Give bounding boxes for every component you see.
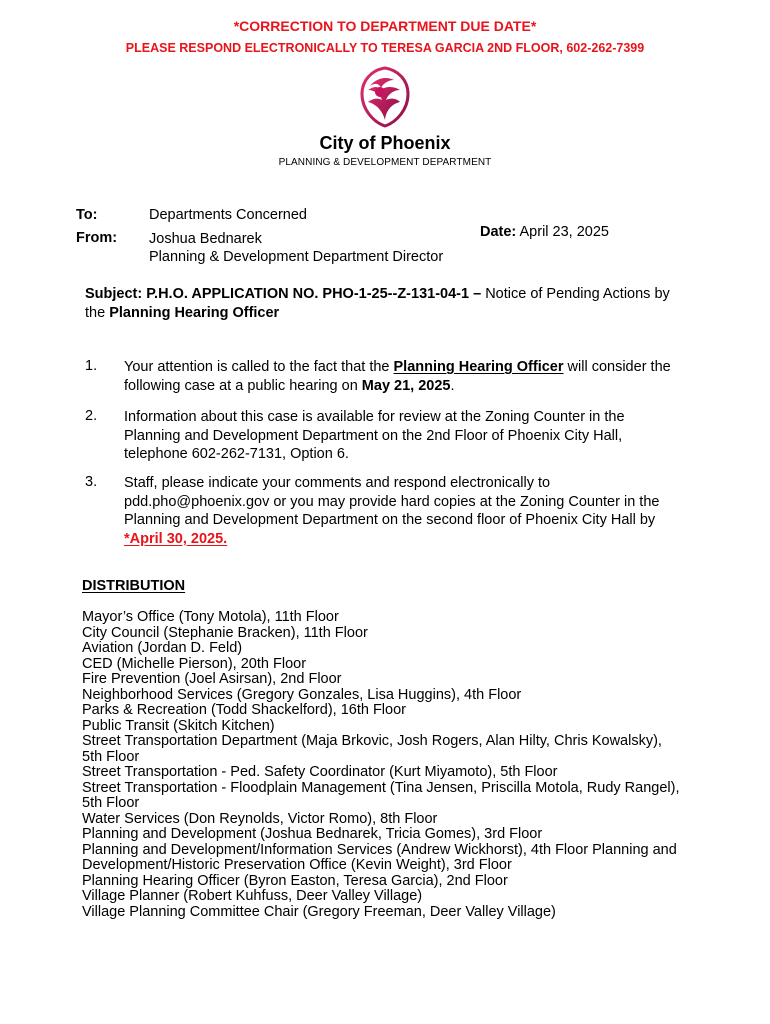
item-2-number: 2. — [85, 408, 98, 424]
city-name: City of Phoenix — [319, 133, 451, 153]
item-3-line3: Planning and Development Department on the second floor of Phoenix City Hall by — [124, 512, 656, 528]
list-item: Public Transit (Skitch Kitchen) — [82, 717, 275, 734]
list-item: Fire Prevention (Joel Asirsan), 2nd Floor — [82, 671, 342, 687]
subject-description: Notice of Pending Actions by — [485, 286, 670, 302]
date-value: April 23, 2025 — [519, 224, 609, 240]
list-item: Parks & Recreation (Todd Shackelford), 16th Floor — [82, 702, 406, 718]
respond-instructions: PLEASE RESPOND ELECTRONICALLY TO TERESA GARCIA 2ND FLOOR, 602-262-7399 — [125, 41, 645, 55]
item-2-line3: telephone 602-262-7131, Option 6. — [124, 446, 349, 462]
list-item: 5th Floor — [82, 748, 140, 765]
list-item: Mayor’s Office (Tony Motola), 11th Floor — [82, 609, 339, 625]
to-value: Departments Concerned — [149, 207, 307, 223]
item-1-line2: following case at a public hearing on — [124, 377, 358, 394]
list-item: Street Transportation - Floodplain Management (Tina Jensen, Priscilla Motola, Rudy Rangel), — [82, 779, 680, 796]
list-item: Planning Hearing Officer (Byron Easton, Teresa Garcia), 2nd Floor — [82, 872, 508, 889]
item-3-line2: pdd.pho@phoenix.gov or you may provide hard copies at the Zoning Counter in the — [124, 493, 660, 510]
item-1-pre: Your attention is called to the fact that the — [124, 359, 390, 375]
list-item: Neighborhood Services (Gregory Gonzales, Lisa Huggins), 4th Floor — [82, 686, 522, 703]
memo-date — [480, 222, 609, 242]
from-label: From: — [76, 230, 118, 246]
list-item: Street Transportation - Ped. Safety Coordinator (Kurt Miyamoto), 5th Floor — [82, 764, 558, 780]
item-1-text — [124, 358, 714, 395]
item-2-line1: Information about this case is available for review at the Zoning Counter in the — [124, 409, 625, 425]
item-3-line1: Staff, please indicate your comments and respond electronically to — [124, 475, 551, 491]
item-3-number: 3. — [85, 474, 98, 490]
subject-block — [85, 285, 725, 322]
item-1-number: 1. — [85, 358, 98, 374]
item-2-text — [124, 408, 714, 464]
to-label: To: — [76, 207, 98, 223]
from-title: Planning & Development Department Director — [149, 249, 444, 265]
item-3-text — [124, 474, 714, 548]
distribution-title: DISTRIBUTION — [82, 578, 186, 594]
item-1-end: . — [450, 377, 455, 394]
list-item: Water Services (Don Reynolds, Victor Romo), 8th Floor — [82, 810, 438, 827]
correction-notice: *CORRECTION TO DEPARTMENT DUE DATE* — [233, 18, 537, 34]
subject-line2-prefix: the — [85, 304, 106, 321]
distribution-list — [82, 610, 732, 920]
list-item: Village Planning Committee Chair (Gregory Freeman, Deer Valley Village) — [82, 903, 556, 920]
date-label: Date: — [480, 224, 517, 240]
phoenix-bird-logo-icon — [350, 64, 420, 130]
item-1-highlight: Planning Hearing Officer — [393, 359, 564, 375]
item-1-post: will consider the — [567, 359, 671, 375]
list-item: CED (Michelle Pierson), 20th Floor — [82, 655, 307, 672]
department-name: PLANNING & DEVELOPMENT DEPARTMENT — [278, 157, 492, 168]
list-item: 5th Floor — [82, 795, 140, 811]
from-name: Joshua Bednarek — [149, 231, 262, 247]
list-item: Street Transportation Department (Maja Brkovic, Josh Rogers, Alan Hilty, Chris Kowalsky), — [82, 733, 662, 749]
list-item: Aviation (Jordan D. Feld) — [82, 640, 243, 656]
list-item: Development/Historic Preservation Office (Kevin Weight), 3rd Floor — [82, 857, 512, 873]
subject-officer: Planning Hearing Officer — [109, 304, 280, 321]
department-due-date: *April 30, 2025. — [124, 530, 228, 547]
list-item: Planning and Development/Information Services (Andrew Wickhorst), 4th Floor Planning and — [82, 841, 677, 858]
item-2-line2: Planning and Development Department on the 2nd Floor of Phoenix City Hall, — [124, 427, 623, 444]
subject-label: Subject: — [85, 286, 143, 302]
subject-application: P.H.O. APPLICATION NO. PHO-1-25--Z-131-04-1 – — [146, 286, 482, 302]
hearing-date: May 21, 2025 — [361, 377, 451, 394]
list-item: Village Planner (Robert Kuhfuss, Deer Valley Village) — [82, 888, 423, 904]
list-item: Planning and Development (Joshua Bednarek, Tricia Gomes), 3rd Floor — [82, 826, 543, 842]
list-item: City Council (Stephanie Bracken), 11th Floor — [82, 624, 368, 641]
